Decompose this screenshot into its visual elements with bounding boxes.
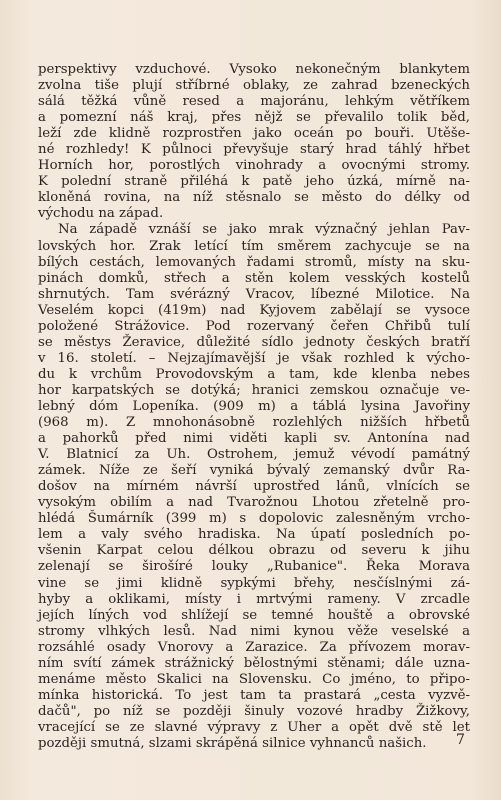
text-line: ním svítí zámek strážnický bělostnými stěnami; dále uzna- bbox=[38, 655, 470, 671]
text-line: v 16. století. – Nejzajímavější je však rozhled k výcho- bbox=[38, 350, 470, 366]
text-line: hor karpatských se dotýká; hranici zemskou označuje ve- bbox=[38, 382, 470, 398]
text-line: menáme město Skalici na Slovensku. Co jméno, to připo- bbox=[38, 671, 470, 687]
text-line: stromy vlhkých lesů. Nad nimi kynou věže veselské a bbox=[38, 623, 470, 639]
text-line: Horních hor, porostlých vinohrady a ovocnými stromy. bbox=[38, 158, 470, 174]
text-line: jejích líných vod shlížejí se temné houště a obrovské bbox=[38, 607, 470, 623]
page-number: 7 bbox=[456, 732, 465, 748]
text-line: du k vrchům Provodovským a tam, kde klenba nebes bbox=[38, 366, 470, 382]
text-line: došov na mírném návrší uprostřed lánů, vlnících se bbox=[38, 479, 470, 495]
paragraph-1 bbox=[38, 62, 470, 222]
text-line: zámek. Níže ze šeří vyniká bývalý zemanský dvůr Ra- bbox=[38, 463, 470, 479]
text-line: K polední straně přiléhá k patě jeho úzká, mírně na- bbox=[38, 174, 470, 190]
text-line: leží zde klidně rozprostřen jako oceán po bouři. Utěše- bbox=[38, 126, 470, 142]
text-line: shrnutých. Tam svérázný Vracov, líbezné Milotice. Na bbox=[38, 286, 470, 302]
text-line: Veselém kopci (419m) nad Kyjovem zabělají se vysoce bbox=[38, 302, 470, 318]
text-line: V. Blatnicí za Uh. Ostrohem, jemuž vévodí památný bbox=[38, 447, 470, 463]
text-line: sálá těžká vůně resed a majoránu, lehkým větříkem bbox=[38, 94, 470, 110]
text-line: zelenají se širošíré louky „Rubanice". Řeka Morava bbox=[38, 559, 470, 575]
text-line: rozsáhlé osady Vnorovy a Zarazice. Za přívozem morav- bbox=[38, 639, 470, 655]
text-line: vine se jimi klidně sypkými břehy, nesčíslnými zá- bbox=[38, 575, 470, 591]
text-line: se městys Žeravice, důležité sídlo jednoty českých bratří bbox=[38, 334, 470, 350]
text-line: lebný dóm Lopeníka. (909 m) a táblá lysina Javořiny bbox=[38, 398, 470, 414]
text-line: hlédá Šumárník (399 m) s dopolovic zalesněným vrcho- bbox=[38, 511, 470, 527]
text-line: později smutná, slzami skrápěná silnice vyhnanců našich. bbox=[38, 735, 427, 751]
text-line: východu na západ. bbox=[38, 206, 164, 222]
text-line: né rozhledy! K půlnoci převyšuje starý hrad táhlý hřbet bbox=[38, 142, 470, 158]
text-line: zvolna tiše plují stříbrné oblaky, ze zahrad bzeneckých bbox=[38, 78, 470, 94]
text-line: a pomezní náš kraj, přes nějž se převalilo tolik běd, bbox=[38, 110, 470, 126]
text-line: mínka historická. To jest tam ta prastará „cesta vyzvě- bbox=[38, 687, 470, 703]
text-line: položené Strážovice. Pod rozervaný čeřen Chřibů tulí bbox=[38, 318, 470, 334]
text-line: kloněná rovina, na níž stěsnalo se město do délky od bbox=[38, 190, 470, 206]
text-line: bílých cestách, lemovaných řadami stromů, místy na sku- bbox=[38, 254, 470, 270]
text-line: a pahorků před nimi viděti kapli sv. Antonína nad bbox=[38, 431, 470, 447]
text-line: lovských hor. Zrak letící tím směrem zachycuje se na bbox=[38, 238, 470, 254]
text-line: dačů", po níž se později šinuly vozové hradby Žižkovy, bbox=[38, 703, 470, 719]
page-body-text bbox=[38, 62, 470, 752]
text-line: hyby a oklikami, místy i mrtvými rameny. V zrcadle bbox=[38, 591, 470, 607]
paragraph-2 bbox=[38, 222, 470, 752]
text-line: Na západě vznáší se jako mrak význačný jehlan Pav- bbox=[58, 222, 470, 238]
text-line: (968 m). Z mnohonásobně rozlehlých nižších hřbetů bbox=[38, 415, 470, 431]
text-line: pinách domků, střech a stěn kolem vesských kostelů bbox=[38, 270, 470, 286]
text-line: vysokým obilím a nad Tvarožnou Lhotou zřetelně pro- bbox=[38, 495, 470, 511]
text-line: perspektivy vzduchové. Vysoko nekonečným blankytem bbox=[38, 62, 470, 77]
text-line: lem a valy svého hradiska. Na úpatí posledních po- bbox=[38, 527, 470, 543]
text-line: vracející se ze slavné výpravy z Uher a opět dvě stě let bbox=[38, 719, 470, 735]
text-line: všenin Karpat celou délkou obrazu od severu k jihu bbox=[38, 543, 470, 559]
